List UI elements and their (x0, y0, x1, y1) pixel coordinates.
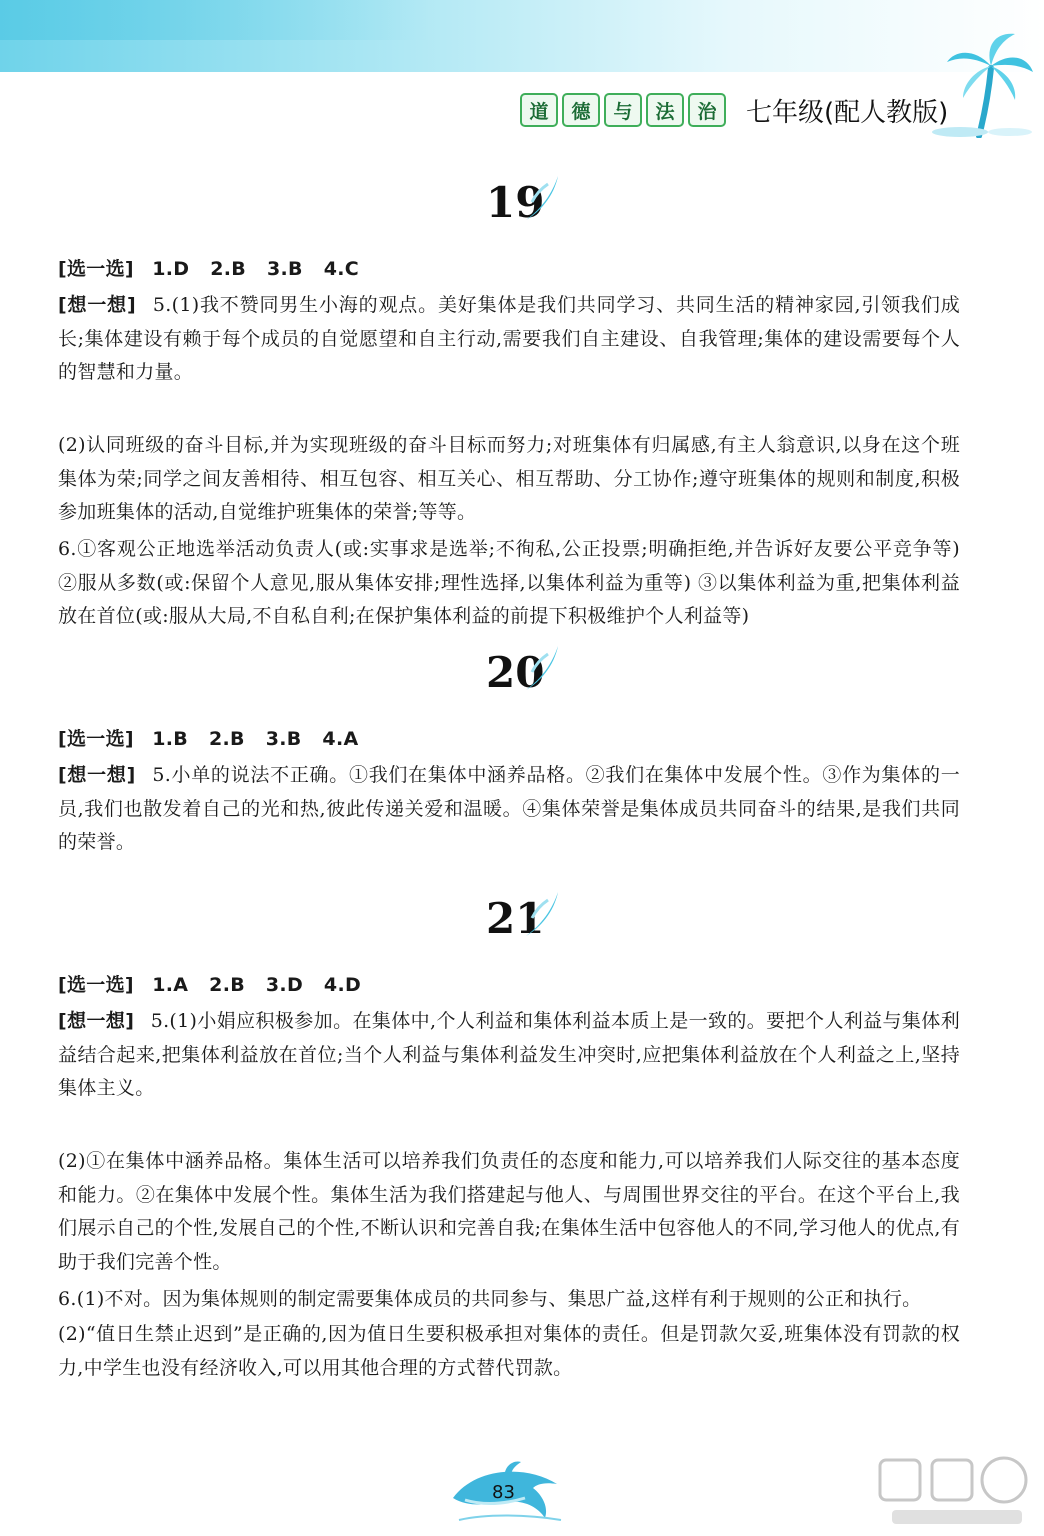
page-number: 83 (492, 1482, 515, 1503)
select-answers: 1.B 2.B 3.B 4.A (152, 728, 359, 750)
think-paragraph (58, 759, 960, 860)
answer-paragraph: (2)“值日生禁止迟到”是正确的,因为值日生要积极承担对集体的责任。但是罚款欠妥,班集体没有罚款的权力,中学生也没有经济收入,可以用其他合理的方式替代罚款。 (58, 1323, 960, 1379)
section-number: 21 (486, 894, 545, 943)
grade-label: 七年级(配人教版) (746, 97, 949, 128)
think-text: 5.(1)我不赞同男生小海的观点。美好集体是我们共同学习、共同生活的精神家园,引领我们成长;集体建设有赖于每个成员的自觉愿望和自主行动,需要我们自主建设、自我管理;集体的建设需要每个人的智慧和力量。 (58, 294, 960, 383)
select-tag: [选一选] (58, 258, 134, 280)
select-tag: [选一选] (58, 974, 134, 996)
header-title (520, 92, 948, 128)
section-number: 19 (486, 178, 545, 227)
subject-char: 道 (520, 93, 558, 127)
subject-char: 与 (604, 93, 642, 127)
select-answers: 1.D 2.B 3.B 4.C (152, 258, 359, 280)
answer-paragraph: 6.①客观公正地选举活动负责人(或:实事求是选举;不徇私,公正投票;明确拒绝,并告诉好友要公平竞争等) ②服从多数(或:保留个人意见,服从集体安排;理性选择,以集体利益为重等) ③以集体利益为重,把集体利益放在首位(或:服从大局,不自私自利;在保护集体利益的前提下积极维护个人利益等) (58, 538, 960, 627)
select-answers: 1.A 2.B 3.D 4.D (152, 974, 362, 996)
swoosh-icon (522, 172, 562, 224)
subject-char: 治 (688, 93, 726, 127)
think-text: 5.(1)小娟应积极参加。在集体中,个人利益和集体利益本质上是一致的。要把个人利益与集体利益结合起来,把集体利益放在首位;当个人利益与集体利益发生冲突时,应把集体利益放在个人利益之上,坚持集体主义。 (58, 1010, 960, 1099)
swoosh-icon (522, 888, 562, 940)
answer-paragraph: (2)①在集体中涵养品格。集体生活可以培养我们负责任的态度和能力,可以培养我们人际交往的基本态度和能力。②在集体中发展个性。集体生活为我们搭建起与他人、与周围世界交往的平台。在这个平台上,我们展示自己的个性,发展自己的个性,不断认识和完善自我;在集体生活中包容他人的不同,学习他人的优点,有助于我们完善个性。 (58, 1150, 960, 1273)
watermark-emblem (872, 1452, 1042, 1532)
think-tag: [想一想] (58, 294, 137, 316)
think-paragraph (58, 1005, 960, 1106)
answer-line (58, 969, 960, 1003)
section-number: 20 (486, 648, 545, 697)
think-tag: [想一想] (58, 764, 136, 786)
think-tag: [想一想] (58, 1010, 135, 1032)
swoosh-icon (522, 642, 562, 694)
think-text: 5.小单的说法不正确。①我们在集体中涵养品格。②我们在集体中发展个性。③作为集体的一员,我们也散发着自己的光和热,彼此传递关爱和温暖。④集体荣誉是集体成员共同奋斗的结果,是我们共同的荣誉。 (58, 764, 960, 853)
answer-line (58, 253, 960, 287)
answer-paragraph: (2)认同班级的奋斗目标,并为实现班级的奋斗目标而努力;对班集体有归属感,有主人翁意识,以身在这个班集体为荣;同学之间友善相待、相互包容、相互关心、相互帮助、分工协作;遵守班集体的规则和制度,积极参加班集体的活动,自觉维护班集体的荣誉;等等。 (58, 434, 960, 523)
subject-char: 德 (562, 93, 600, 127)
palm-tree-icon (945, 28, 1035, 138)
subject-char: 法 (646, 93, 684, 127)
think-paragraph (58, 289, 960, 390)
header-banner-highlight (0, 0, 430, 40)
answer-paragraph: 6.(1)不对。因为集体规则的制定需要集体成员的共同参与、集思广益,这样有利于规则的公正和执行。 (58, 1288, 922, 1310)
answer-line (58, 723, 960, 757)
select-tag: [选一选] (58, 728, 134, 750)
